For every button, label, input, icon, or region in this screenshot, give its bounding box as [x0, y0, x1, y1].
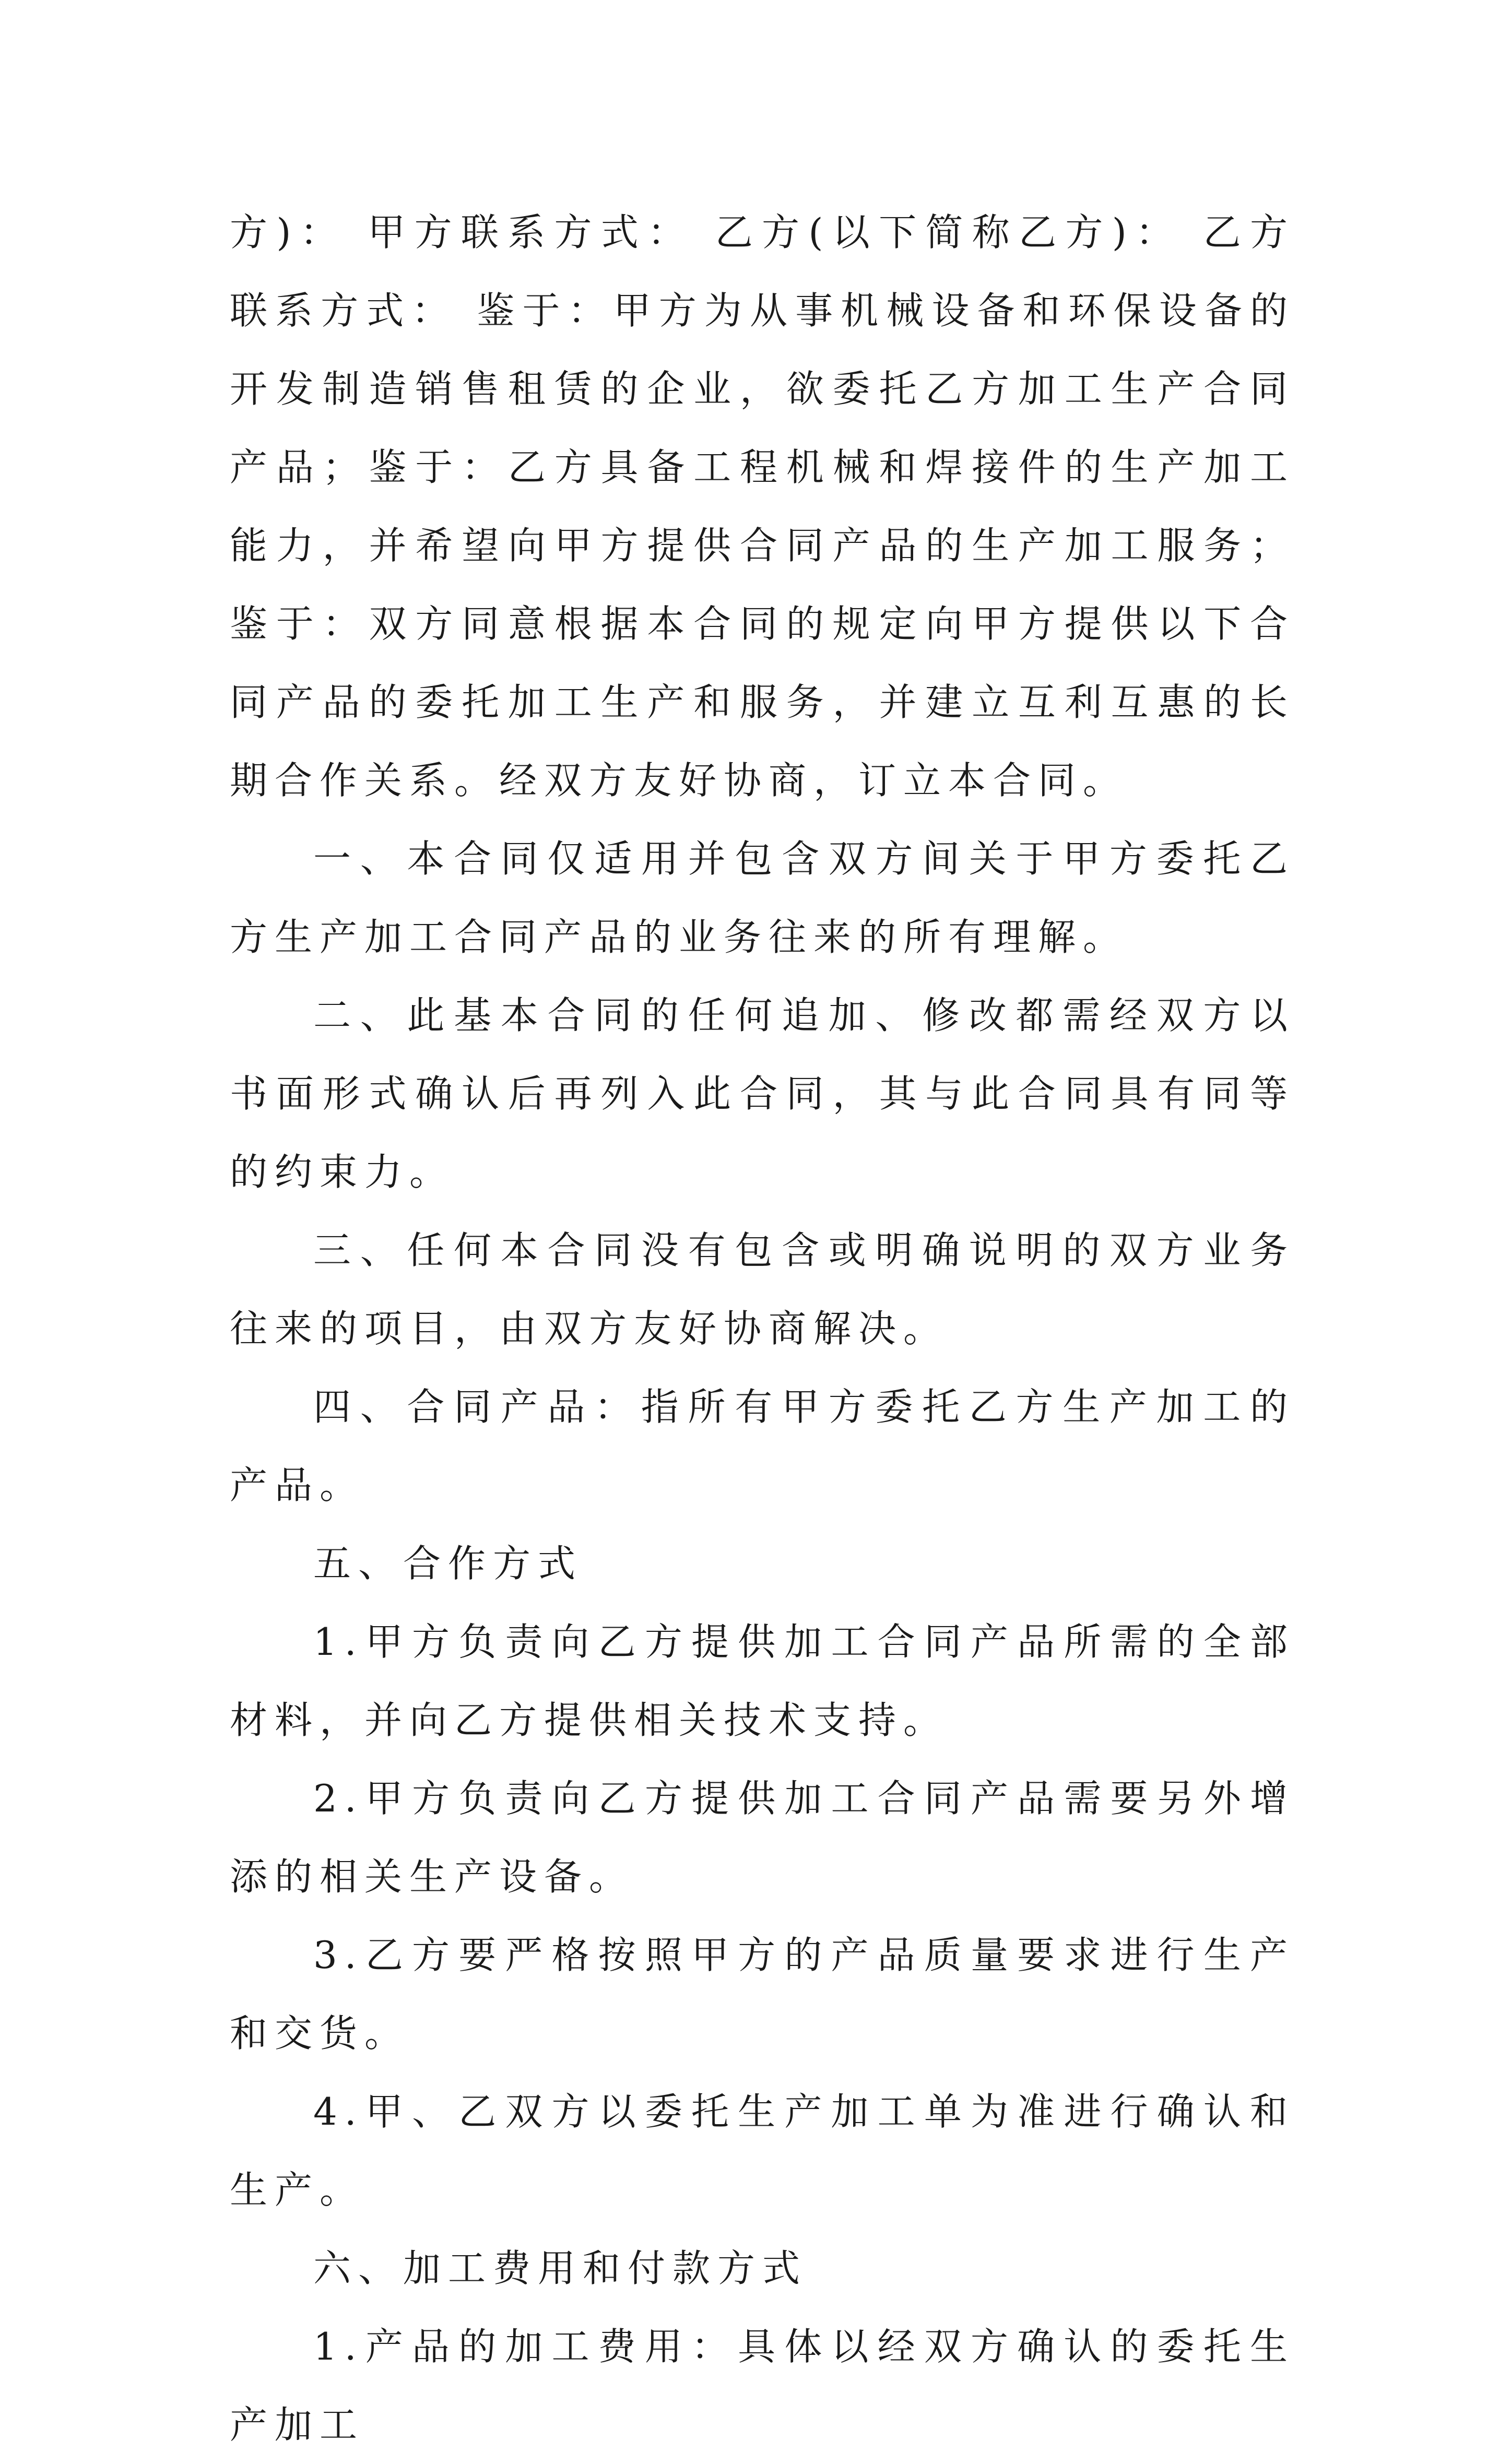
clause-5-item-1: 1.甲方负责向乙方提供加工合同产品所需的全部材料，并向乙方提供相关技术支持。	[230, 1620, 1295, 1742]
clause-2: 二、此基本合同的任何追加、修改都需经双方以书面形式确认后再列入此合同，其与此合同具有同等的约束力。	[230, 993, 1295, 1194]
intro-paragraph: 方)： 甲方联系方式： 乙方(以下简称乙方)： 乙方联系方式： 鉴于：甲方为从事机械设备和环保设备的开发制造销售租赁的企业，欲委托乙方加工生产合同产品；鉴于：乙方具备工程机械和焊接件的生产加工能力，并希望向甲方提供合同产品的生产加工服务；鉴于：双方同意根据本合同的规定向甲方提供以下合同产品的委托加工生产和服务，并建立互利互惠的长期合作关系。经双方友好协商，订立本合同。	[230, 210, 1295, 802]
clause-5-item-2: 2.甲方负责向乙方提供加工合同产品需要另外增添的相关生产设备。	[230, 1776, 1295, 1899]
clause-3: 三、任何本合同没有包含或明确说明的双方业务往来的项目，由双方友好协商解决。	[230, 1228, 1295, 1351]
clause-5-heading: 五、合作方式	[313, 1542, 583, 1585]
clause-6-item-1: 1.产品的加工费用：具体以经双方确认的委托生产加工	[230, 2325, 1295, 2447]
clause-4: 四、合同产品：指所有甲方委托乙方生产加工的产品。	[230, 1385, 1295, 1507]
clause-6-heading: 六、加工费用和付款方式	[313, 2246, 808, 2290]
contract-body	[230, 193, 1295, 2464]
clause-5-item-4: 4.甲、乙双方以委托生产加工单为准进行确认和生产。	[230, 2090, 1295, 2212]
clause-1: 一、本合同仅适用并包含双方间关于甲方委托乙方生产加工合同产品的业务往来的所有理解。	[230, 837, 1295, 959]
clause-5-item-3: 3.乙方要严格按照甲方的产品质量要求进行生产和交货。	[230, 1933, 1295, 2055]
